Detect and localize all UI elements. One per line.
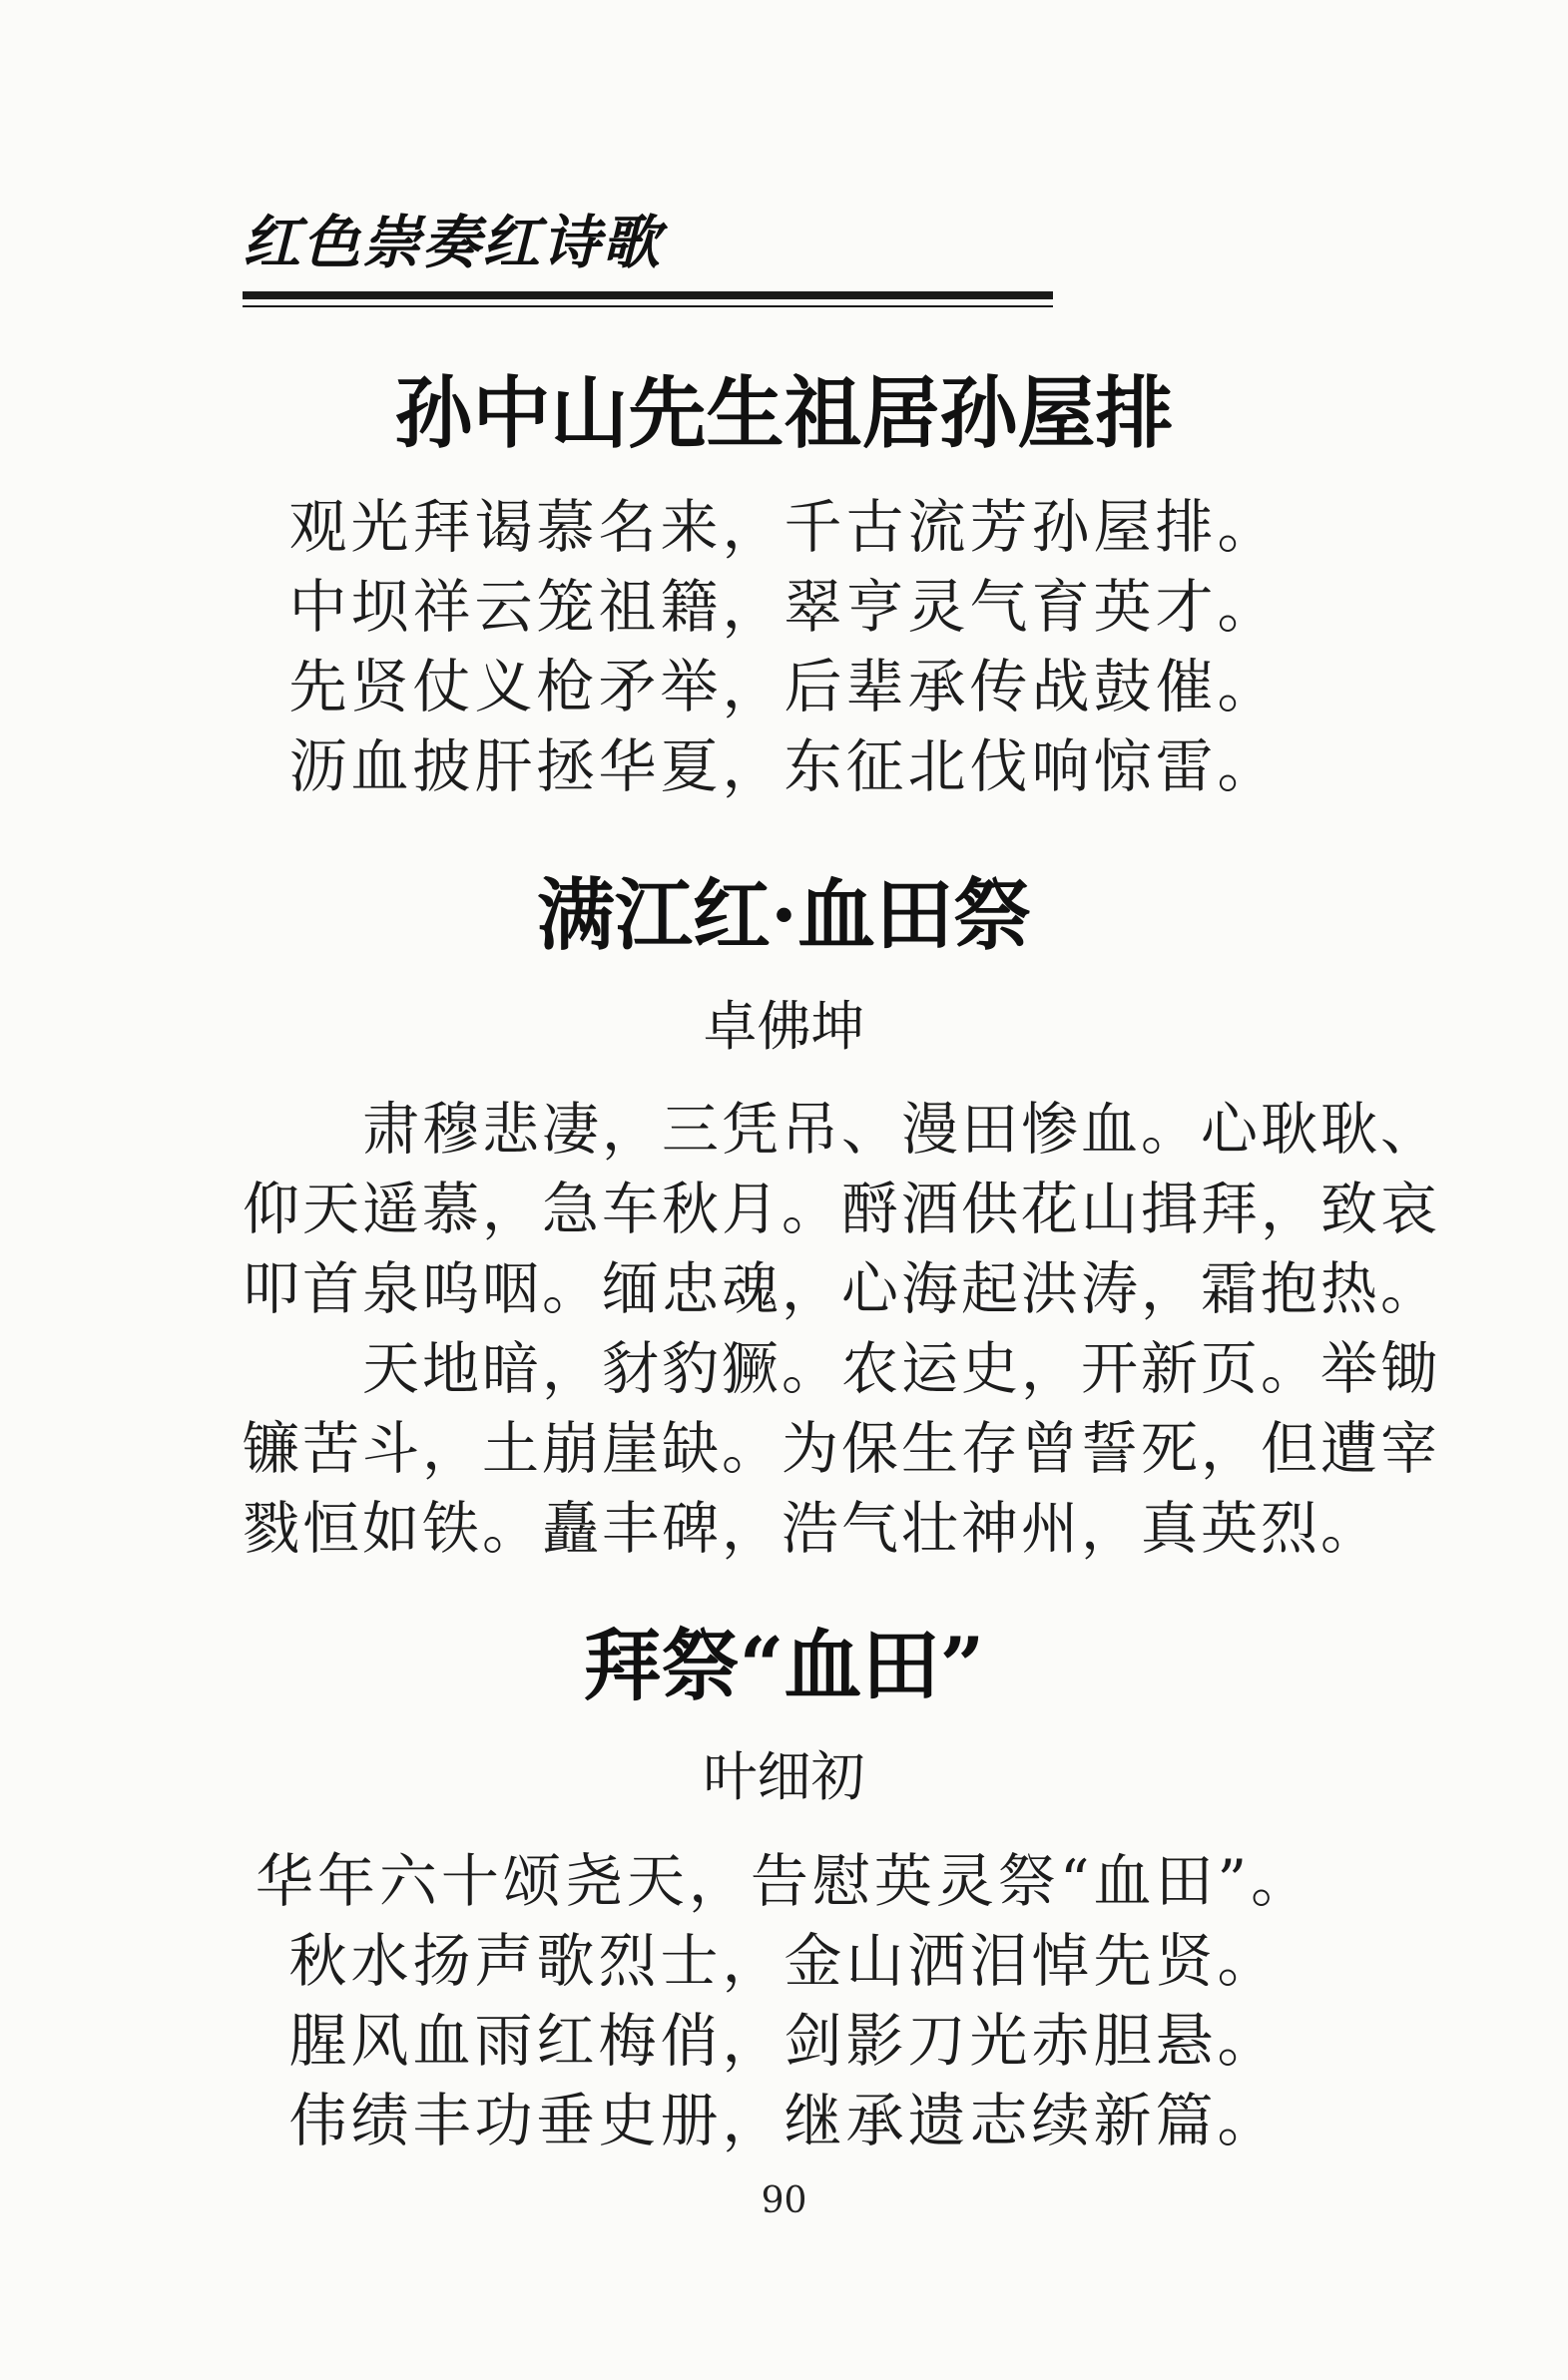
poem-2-line: 叩首泉呜咽。缅忠魂，心海起洪涛，霜抱热。 <box>243 1256 1440 1322</box>
poem-1-body <box>0 487 1568 806</box>
poem-2-author: 卓佛坤 <box>703 995 865 1058</box>
header-rule-thin <box>243 305 1053 307</box>
poem-2-title: 满江红·血田祭 <box>536 870 1032 961</box>
poem-1-line: 先贤仗义枪矛举，后辈承传战鼓催。 <box>288 653 1280 720</box>
poem-2-body <box>243 1090 1450 1569</box>
poem-3-line: 伟绩丰功垂史册，继承遗志续新篇。 <box>288 2087 1280 2154</box>
poem-3-body <box>0 1841 1568 2160</box>
poem-3-line: 华年六十颂尧天，告慰英灵祭“血田”。 <box>255 1847 1313 1915</box>
poem-1-line: 中坝祥云笼祖籍，翠亨灵气育英才。 <box>288 573 1280 641</box>
poem-3-line: 秋水扬声歌烈士，金山洒泪悼先贤。 <box>288 1927 1280 1995</box>
poem-3-author: 叶细初 <box>703 1745 865 1808</box>
poem-1-line: 观光拜谒慕名来，千古流芳孙屋排。 <box>288 493 1280 561</box>
poem-2-line: 戮恒如铁。矗丰碑，浩气壮神州，真英烈。 <box>243 1496 1380 1562</box>
poem-2-line: 仰天遥慕，急车秋月。酹酒供花山揖拜，致哀 <box>243 1177 1440 1242</box>
poem-1-line: 沥血披肝拯华夏，东征北伐响惊雷。 <box>288 732 1280 800</box>
running-header-title: 红色崇奏红诗歌 <box>243 209 663 276</box>
poem-1-title: 孙中山先生祖居孙屋排 <box>394 368 1174 459</box>
poem-3-title: 拜祭“血田” <box>583 1621 985 1711</box>
poem-2-line: 肃穆悲凄，三凭吊、漫田惨血。心耿耿、 <box>243 1097 1440 1163</box>
poem-3-line: 腥风血雨红梅俏，剑影刀光赤胆悬。 <box>288 2007 1280 2075</box>
page-number: 90 <box>761 2180 807 2221</box>
header-rule-thick <box>243 291 1053 299</box>
poem-2-line: 镰苦斗，土崩崖缺。为保生存曾誓死，但遭宰 <box>243 1416 1440 1482</box>
poem-2-line: 天地暗，豺豹獗。农运史，开新页。举锄 <box>243 1336 1440 1402</box>
